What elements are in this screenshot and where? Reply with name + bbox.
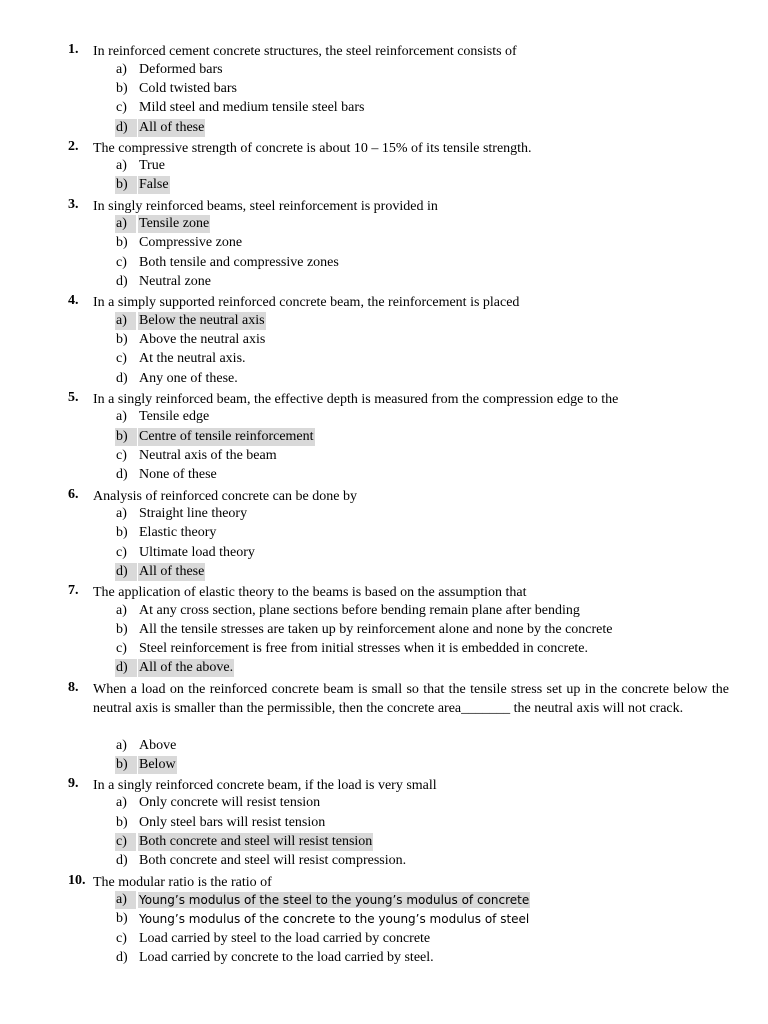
option-7d-answer (0, 660, 768, 679)
question-text: In singly reinforced beams, steel reinforcement is provided in (93, 199, 438, 214)
option-letter: a) (116, 892, 135, 908)
option-letter: a) (116, 795, 127, 810)
question-text: In a singly reinforced concrete beam, if the load is very small (93, 778, 437, 793)
option-text: None of these (139, 467, 217, 482)
option-3d (0, 274, 768, 293)
option-4a-answer (0, 313, 768, 332)
question-number: 7. (68, 583, 79, 598)
option-letter: d) (116, 467, 128, 482)
option-1c (0, 100, 768, 119)
option-letter: d) (116, 660, 136, 676)
option-letter: d) (116, 853, 128, 868)
option-letter: b) (116, 429, 136, 445)
option-9a (0, 795, 768, 814)
option-5c (0, 448, 768, 467)
option-text: Above the neutral axis (139, 332, 266, 347)
option-10d (0, 950, 768, 969)
option-letter: d) (116, 120, 136, 136)
option-letter: b) (116, 177, 136, 193)
option-text: Neutral axis of the beam (139, 448, 277, 463)
question-number: 10. (68, 873, 86, 888)
option-5b-answer (0, 429, 768, 448)
option-letter: a) (116, 158, 127, 173)
option-2b-answer (0, 177, 768, 196)
option-text: Mild steel and medium tensile steel bars (139, 100, 365, 115)
option-text: Load carried by concrete to the load carried by steel. (139, 950, 434, 965)
question-number: 8. (68, 680, 79, 695)
question-text: In a singly reinforced beam, the effective depth is measured from the compression edge to the (93, 392, 619, 407)
option-5d (0, 467, 768, 486)
option-4d (0, 371, 768, 390)
option-9c-answer (0, 834, 768, 853)
option-letter: b) (116, 81, 128, 96)
question-text: The application of elastic theory to the beams is based on the assumption that (93, 585, 527, 600)
option-text: Ultimate load theory (139, 545, 255, 560)
option-text: Above (139, 738, 177, 753)
option-1b (0, 81, 768, 100)
option-10a-answer (0, 892, 768, 911)
option-10b (0, 911, 768, 930)
option-6d-answer (0, 564, 768, 583)
option-letter: a) (116, 409, 127, 424)
option-7a (0, 603, 768, 622)
option-letter: c) (116, 351, 127, 366)
option-6a (0, 506, 768, 525)
option-text: Elastic theory (139, 525, 217, 540)
option-8a (0, 738, 768, 757)
option-7b (0, 622, 768, 641)
option-text: Both tensile and compressive zones (139, 255, 339, 270)
option-letter: a) (116, 603, 127, 618)
option-letter: b) (116, 332, 128, 347)
question-text: The modular ratio is the ratio of (93, 875, 272, 890)
option-6c (0, 545, 768, 564)
option-letter: a) (116, 506, 127, 521)
option-text: True (139, 158, 165, 173)
option-letter: d) (116, 950, 128, 965)
option-letter: b) (116, 525, 128, 540)
question-number: 5. (68, 390, 79, 405)
option-text: Any one of these. (139, 371, 238, 386)
option-3c (0, 255, 768, 274)
option-letter: d) (116, 371, 128, 386)
option-text: All of these (139, 564, 205, 579)
option-letter: c) (116, 641, 127, 656)
option-text: Cold twisted bars (139, 81, 237, 96)
option-8b-answer (0, 757, 768, 776)
question-text: When a load on the reinforced concrete beam is small so that the tensile stress set up in the concrete below the neutral axis is smaller than the permissible, then the concrete area_______ the neutral axis will not crack. (93, 682, 729, 717)
option-9b (0, 815, 768, 834)
option-text: Tensile edge (139, 409, 210, 424)
option-letter: a) (116, 738, 127, 753)
question-text: Analysis of reinforced concrete can be done by (93, 489, 357, 504)
question-number: 1. (68, 42, 79, 57)
option-letter: c) (116, 834, 135, 850)
option-5a (0, 409, 768, 428)
option-letter: a) (116, 62, 127, 77)
option-text: Below (139, 757, 176, 772)
option-letter: d) (116, 274, 128, 289)
question-text: The compressive strength of concrete is about 10 – 15% of its tensile strength. (93, 141, 532, 156)
option-2a (0, 158, 768, 177)
question-number: 2. (68, 139, 79, 154)
option-1a (0, 62, 768, 81)
option-letter: b) (116, 757, 136, 773)
option-3b (0, 235, 768, 254)
option-letter: b) (116, 815, 128, 830)
option-text: Only steel bars will resist tension (139, 815, 326, 830)
option-text: Compressive zone (139, 235, 243, 250)
option-text: Load carried by steel to the load carried by concrete (139, 931, 431, 946)
option-text: All of the above. (139, 660, 234, 675)
option-text: Neutral zone (139, 274, 211, 289)
option-text: Young’s modulus of the concrete to the young’s modulus of steel (139, 912, 530, 926)
option-letter: b) (116, 235, 128, 250)
option-text: Deformed bars (139, 62, 223, 77)
option-text: Below the neutral axis (139, 313, 265, 328)
option-letter: d) (116, 564, 136, 580)
option-text: All of these (139, 120, 205, 135)
option-text: Both concrete and steel will resist tension (139, 834, 373, 849)
option-1d-answer (0, 120, 768, 139)
option-6b (0, 525, 768, 544)
option-letter: c) (116, 545, 127, 560)
option-letter: c) (116, 255, 127, 270)
option-text: Steel reinforcement is free from initial stresses when it is embedded in concrete. (139, 641, 589, 656)
option-text: Centre of tensile reinforcement (139, 429, 314, 444)
question-text: In a simply supported reinforced concrete beam, the reinforcement is placed (93, 295, 520, 310)
option-text: Straight line theory (139, 506, 248, 521)
option-text: Only concrete will resist tension (139, 795, 321, 810)
option-letter: a) (116, 313, 135, 329)
option-letter: c) (116, 100, 127, 115)
option-letter: a) (116, 216, 135, 232)
option-text: Tensile zone (139, 216, 210, 231)
option-text: False (139, 177, 169, 192)
question-number: 9. (68, 776, 79, 791)
option-3a-answer (0, 216, 768, 235)
option-text: Both concrete and steel will resist compression. (139, 853, 407, 868)
question-number: 3. (68, 197, 79, 212)
option-4b (0, 332, 768, 351)
question-number: 6. (68, 487, 79, 502)
option-4c (0, 351, 768, 370)
option-9d (0, 853, 768, 872)
question-text: In reinforced cement concrete structures, the steel reinforcement consists of (93, 44, 517, 59)
option-letter: b) (116, 911, 128, 926)
option-letter: b) (116, 622, 128, 637)
option-text: At any cross section, plane sections before bending remain plane after bending (139, 603, 580, 618)
option-text: Young’s modulus of the steel to the young’s modulus of concrete (139, 893, 530, 907)
option-7c (0, 641, 768, 660)
option-letter: c) (116, 448, 127, 463)
option-letter: c) (116, 931, 127, 946)
option-text: All the tensile stresses are taken up by reinforcement alone and none by the concrete (139, 622, 613, 637)
question-number: 4. (68, 293, 79, 308)
option-10c (0, 931, 768, 950)
option-text: At the neutral axis. (139, 351, 246, 366)
